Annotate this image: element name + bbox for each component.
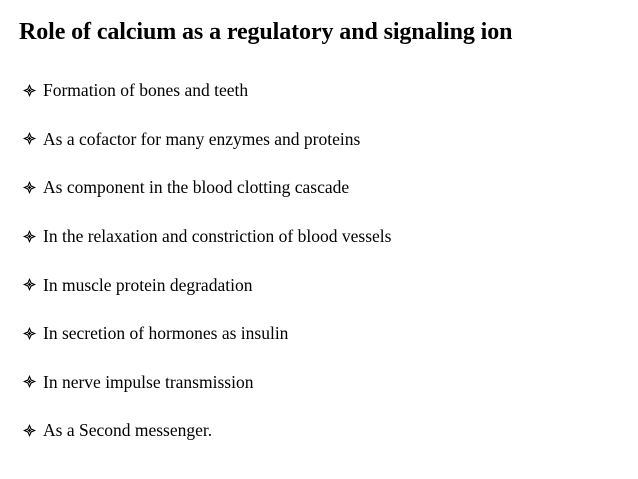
diamond-bullet-icon — [23, 230, 36, 243]
bullet-item — [23, 358, 391, 407]
bullet-text: In nerve impulse transmission — [43, 371, 254, 392]
slide-title: Role of calcium as a regulatory and signaling ion — [19, 19, 513, 45]
bullet-list — [23, 66, 391, 455]
bullet-text: As a Second messenger. — [43, 420, 213, 441]
bullet-text: In the relaxation and constriction of blood vessels — [43, 226, 392, 247]
bullet-item — [23, 66, 391, 115]
diamond-bullet-icon — [23, 375, 36, 388]
bullet-text: In muscle protein degradation — [43, 274, 253, 295]
bullet-text: In secretion of hormones as insulin — [43, 323, 289, 344]
bullet-item — [23, 163, 391, 212]
bullet-text: As component in the blood clotting cascade — [43, 177, 350, 198]
diamond-bullet-icon — [23, 181, 36, 194]
diamond-bullet-icon — [23, 278, 36, 291]
bullet-text: Formation of bones and teeth — [43, 80, 249, 101]
diamond-bullet-icon — [23, 424, 36, 437]
bullet-item — [23, 260, 391, 309]
bullet-item — [23, 309, 391, 358]
bullet-item — [23, 115, 391, 164]
diamond-bullet-icon — [23, 84, 36, 97]
bullet-text: As a cofactor for many enzymes and proteins — [43, 128, 361, 149]
bullet-item — [23, 406, 391, 455]
diamond-bullet-icon — [23, 132, 36, 145]
bullet-item — [23, 212, 391, 261]
diamond-bullet-icon — [23, 327, 36, 340]
